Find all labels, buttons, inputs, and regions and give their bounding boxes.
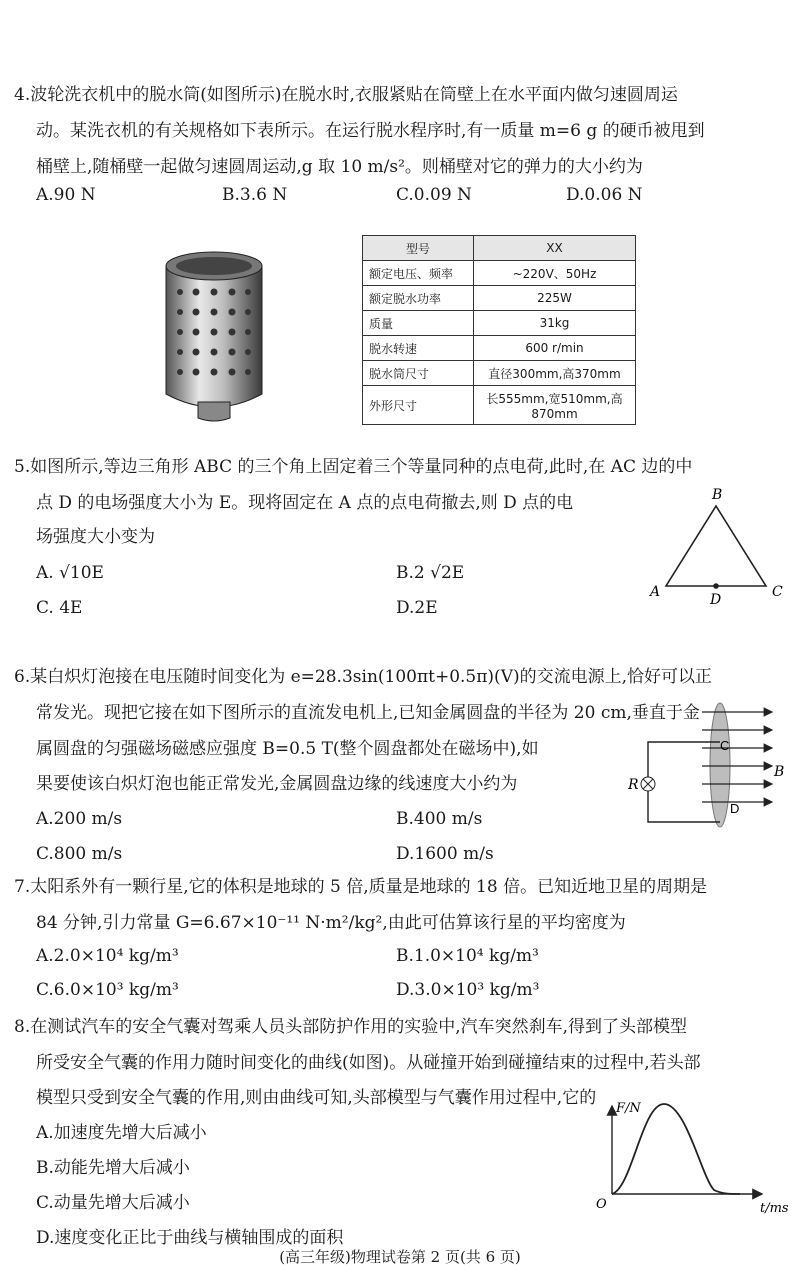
q8-line-1: 8.在测试汽车的安全气囊对驾乘人员头部防护作用的实验中,汽车突然刹车,得到了头部模型 [14,1017,688,1037]
table-value: ~220V、50Hz [474,261,636,286]
triangle-figure [640,484,800,608]
q8-option-c: C.动量先增大后减小 [36,1193,190,1213]
q5-line-2: 点 D 的电场强度大小为 E。现将固定在 A 点的点电荷撤去,则 D 点的电 [36,493,574,513]
label-a: A [650,584,661,600]
table-value: XX [474,236,636,261]
table-key: 外形尺寸 [363,386,474,425]
table-value: 长555mm,宽510mm,高870mm [474,386,636,425]
q8-line-3: 模型只受到安全气囊的作用,则由曲线可知,头部模型与气囊作用过程中,它的 [36,1088,597,1108]
origin-label: O [596,1197,607,1212]
table-key: 额定脱水功率 [363,286,474,311]
q7-line-2: 84 分钟,引力常量 G=6.67×10⁻¹¹ N·m²/kg²,由此可估算该行星的平均密度为 [36,913,626,933]
table-row [363,311,636,336]
label-c: C [720,738,730,753]
q4-line-1: 4.波轮洗衣机中的脱水筒(如图所示)在脱水时,衣服紧贴在筒壁上在水平面内做匀速圆周运 [14,85,678,105]
q5-option-b: B.2 √2E [396,563,465,583]
force-time-figure [590,1098,795,1218]
q5-option-d: D.2E [396,598,438,618]
q6-option-d: D.1600 m/s [396,844,494,864]
q8-option-d: D.速度变化正比于曲线与横轴围成的面积 [36,1228,344,1248]
spin-drum-figure [158,244,270,424]
q6-option-b: B.400 m/s [396,809,483,829]
q4-option-b: B.3.6 N [222,185,288,205]
table-row [363,236,636,261]
q6-option-c: C.800 m/s [36,844,123,864]
generator-figure [620,700,800,830]
label-r: R [628,777,639,793]
table-value: 31kg [474,311,636,336]
q7-option-a: A.2.0×10⁴ kg/m³ [36,946,179,966]
q4-line-2: 动。某洗衣机的有关规格如下表所示。在运行脱水程序时,有一质量 m=6 g 的硬币被甩到 [36,121,705,141]
label-c: C [772,584,783,600]
table-key: 脱水转速 [363,336,474,361]
q4-option-a: A.90 N [36,185,96,205]
q5-line-1: 5.如图所示,等边三角形 ABC 的三个角上固定着三个等量同种的点电荷,此时,在 AC 边的中 [14,457,693,477]
q6-line-2: 常发光。现把它接在如下图所示的直流发电机上,已知金属圆盘的半径为 20 cm,垂直于金 [36,703,700,723]
table-key: 脱水筒尺寸 [363,361,474,386]
table-row [363,361,636,386]
table-value: 直径300mm,高370mm [474,361,636,386]
q6-line-1: 6.某白炽灯泡接在电压随时间变化为 e=28.3sin(100πt+0.5π)(V)的交流电源上,恰好可以正 [14,667,713,687]
q8-option-a: A.加速度先增大后减小 [36,1123,207,1143]
q5-line-3: 场强度大小变为 [36,527,155,547]
table-key: 质量 [363,311,474,336]
table-value: 225W [474,286,636,311]
q8-option-b: B.动能先增大后减小 [36,1158,190,1178]
label-b: B [774,764,785,780]
q4-option-c: C.0.09 N [396,185,472,205]
q6-line-4: 果要使该白炽灯泡也能正常发光,金属圆盘边缘的线速度大小约为 [36,774,518,794]
page-footer: (高三年级)物理试卷第 2 页(共 6 页) [279,1248,521,1266]
table-row [363,336,636,361]
table-value: 600 r/min [474,336,636,361]
table-row [363,261,636,286]
q7-option-d: D.3.0×10³ kg/m³ [396,980,540,1000]
table-row [363,386,636,425]
label-d: D [730,801,740,816]
x-axis-label: t/ms [760,1201,789,1216]
q7-line-1: 7.太阳系外有一颗行星,它的体积是地球的 5 倍,质量是地球的 18 倍。已知近地卫星的周期是 [14,877,708,897]
q5-option-c: C. 4E [36,598,83,618]
table-key: 额定电压、频率 [363,261,474,286]
label-d: D [710,592,722,608]
q7-option-c: C.6.0×10³ kg/m³ [36,980,179,1000]
table-row [363,286,636,311]
q5-option-a: A. √10E [36,563,104,583]
table-key: 型号 [363,236,474,261]
y-axis-label: F/N [616,1101,641,1116]
q6-line-3: 属圆盘的匀强磁场磁感应强度 B=0.5 T(整个圆盘都处在磁场中),如 [36,739,539,759]
q4-option-d: D.0.06 N [566,185,643,205]
q4-line-3: 桶壁上,随桶壁一起做匀速圆周运动,g 取 10 m/s²。则桶壁对它的弹力的大小约为 [36,157,643,177]
label-b: B [712,487,723,503]
spec-table [362,235,636,425]
q7-option-b: B.1.0×10⁴ kg/m³ [396,946,539,966]
q6-option-a: A.200 m/s [36,809,123,829]
q8-line-2: 所受安全气囊的作用力随时间变化的曲线(如图)。从碰撞开始到碰撞结束的过程中,若头部 [36,1053,701,1073]
